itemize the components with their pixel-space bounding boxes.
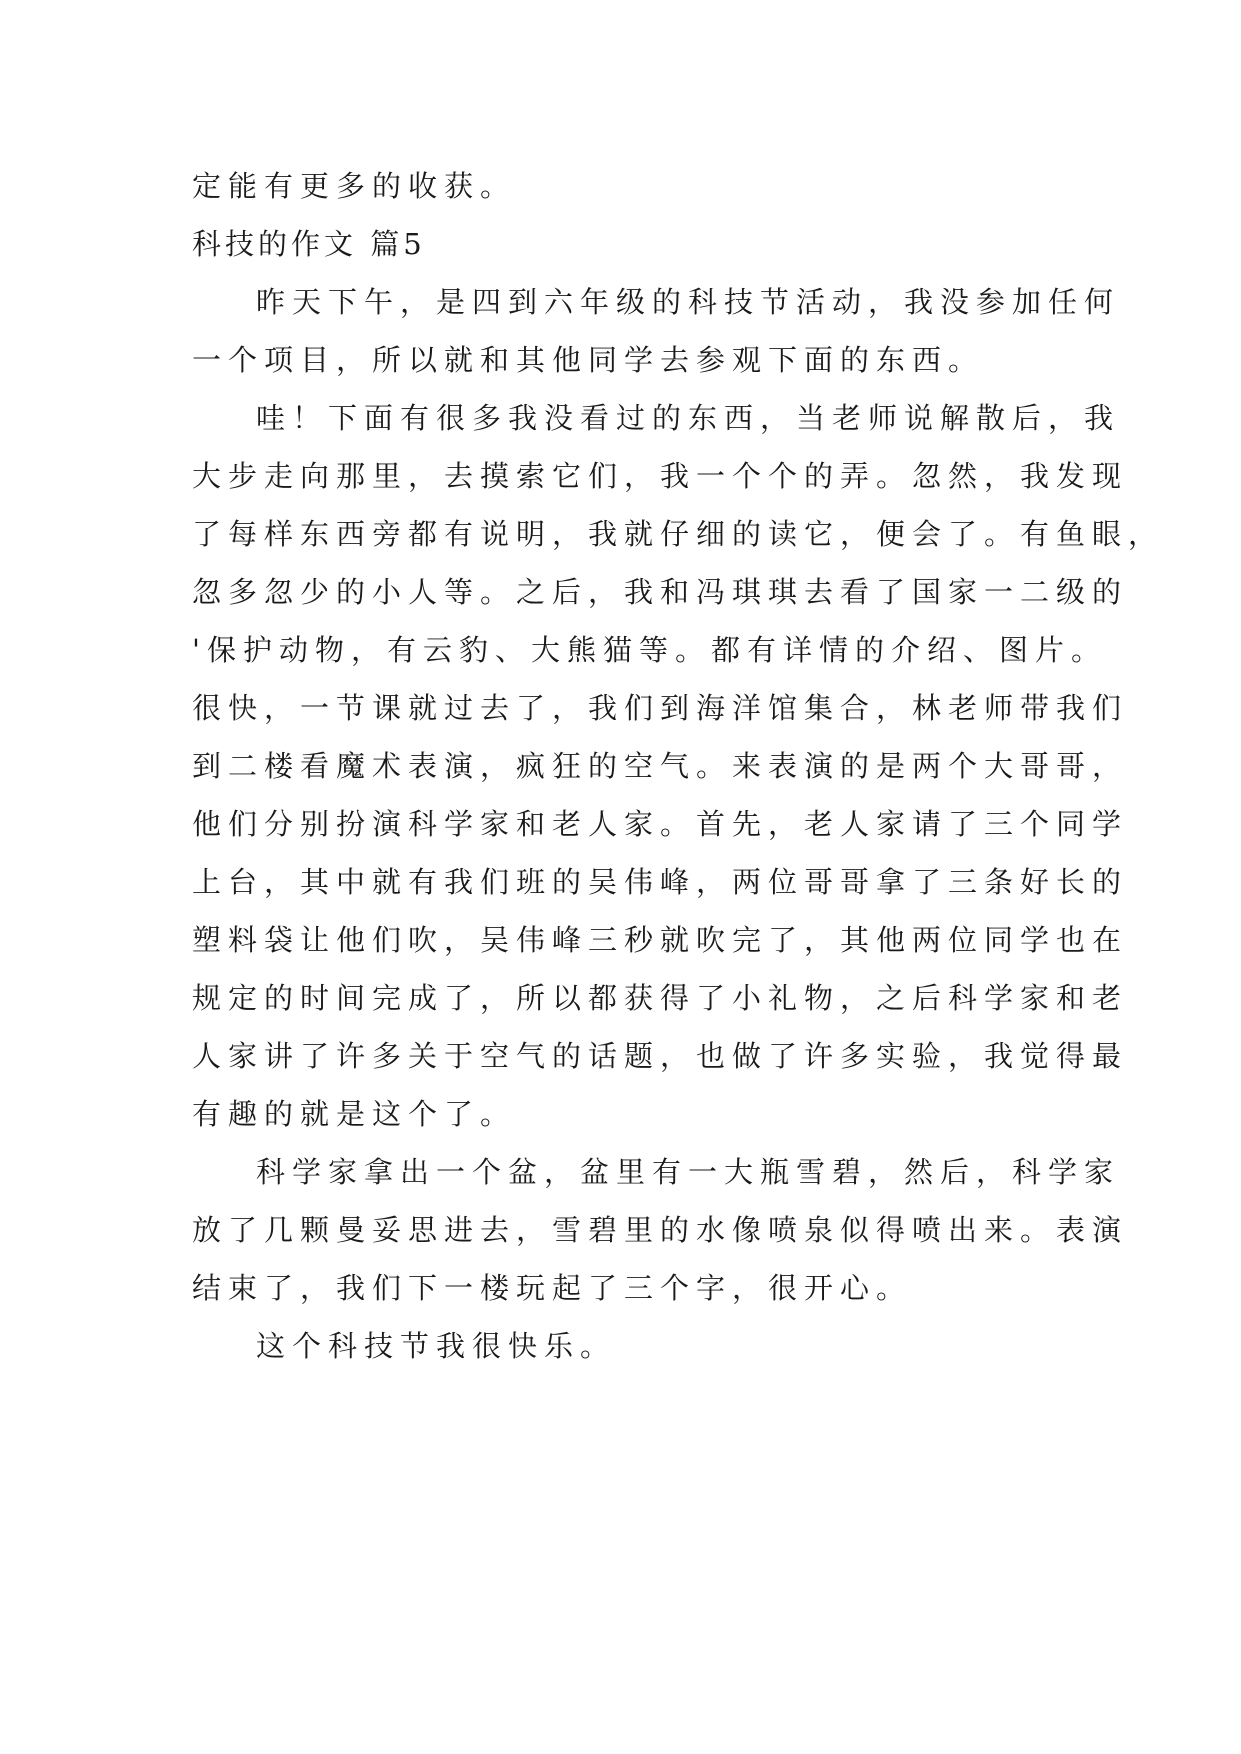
section-heading: 科技的作文 篇5 [192, 227, 426, 261]
text-line: 上台，其中就有我们班的吴伟峰，两位哥哥拿了三条好长的 [192, 865, 1129, 899]
text-line: 很快，一节课就过去了，我们到海洋馆集合，林老师带我们 [192, 691, 1129, 725]
text-line: 塑料袋让他们吹，吴伟峰三秒就吹完了，其他两位同学也在 [192, 923, 1129, 957]
text-line: 结束了，我们下一楼玩起了三个字，很开心。 [192, 1271, 913, 1305]
text-line: 规定的时间完成了，所以都获得了小礼物，之后科学家和老 [192, 981, 1129, 1015]
paragraph-first-line: 昨天下午，是四到六年级的科技节活动，我没参加任何 [256, 285, 1121, 319]
paragraph-first-line: 哇！下面有很多我没看过的东西，当老师说解散后，我 [256, 401, 1121, 435]
document-body [192, 157, 1165, 1375]
text-line: 到二楼看魔术表演，疯狂的空气。来表演的是两个大哥哥， [192, 749, 1129, 783]
text-line: 定能有更多的收获。 [192, 169, 517, 203]
text-line: 他们分别扮演科学家和老人家。首先，老人家请了三个同学 [192, 807, 1129, 841]
text-line: 有趣的就是这个了。 [192, 1097, 517, 1131]
text-line: 了每样东西旁都有说明，我就仔细的读它，便会了。有鱼眼， [192, 517, 1165, 551]
text-line: 大步走向那里，去摸索它们，我一个个的弄。忽然，我发现 [192, 459, 1129, 493]
text-line: '保护动物，有云豹、大熊猫等。都有详情的介绍、图片。 [192, 633, 1107, 667]
text-line: 放了几颗曼妥思进去，雪碧里的水像喷泉似得喷出来。表演 [192, 1213, 1129, 1247]
text-line: 忽多忽少的小人等。之后，我和冯琪琪去看了国家一二级的 [192, 575, 1129, 609]
text-line: 人家讲了许多关于空气的话题，也做了许多实验，我觉得最 [192, 1039, 1129, 1073]
paragraph-first-line: 这个科技节我很快乐。 [256, 1329, 617, 1363]
text-line: 一个项目，所以就和其他同学去参观下面的东西。 [192, 343, 985, 377]
paragraph-first-line: 科学家拿出一个盆，盆里有一大瓶雪碧，然后，科学家 [256, 1155, 1121, 1189]
